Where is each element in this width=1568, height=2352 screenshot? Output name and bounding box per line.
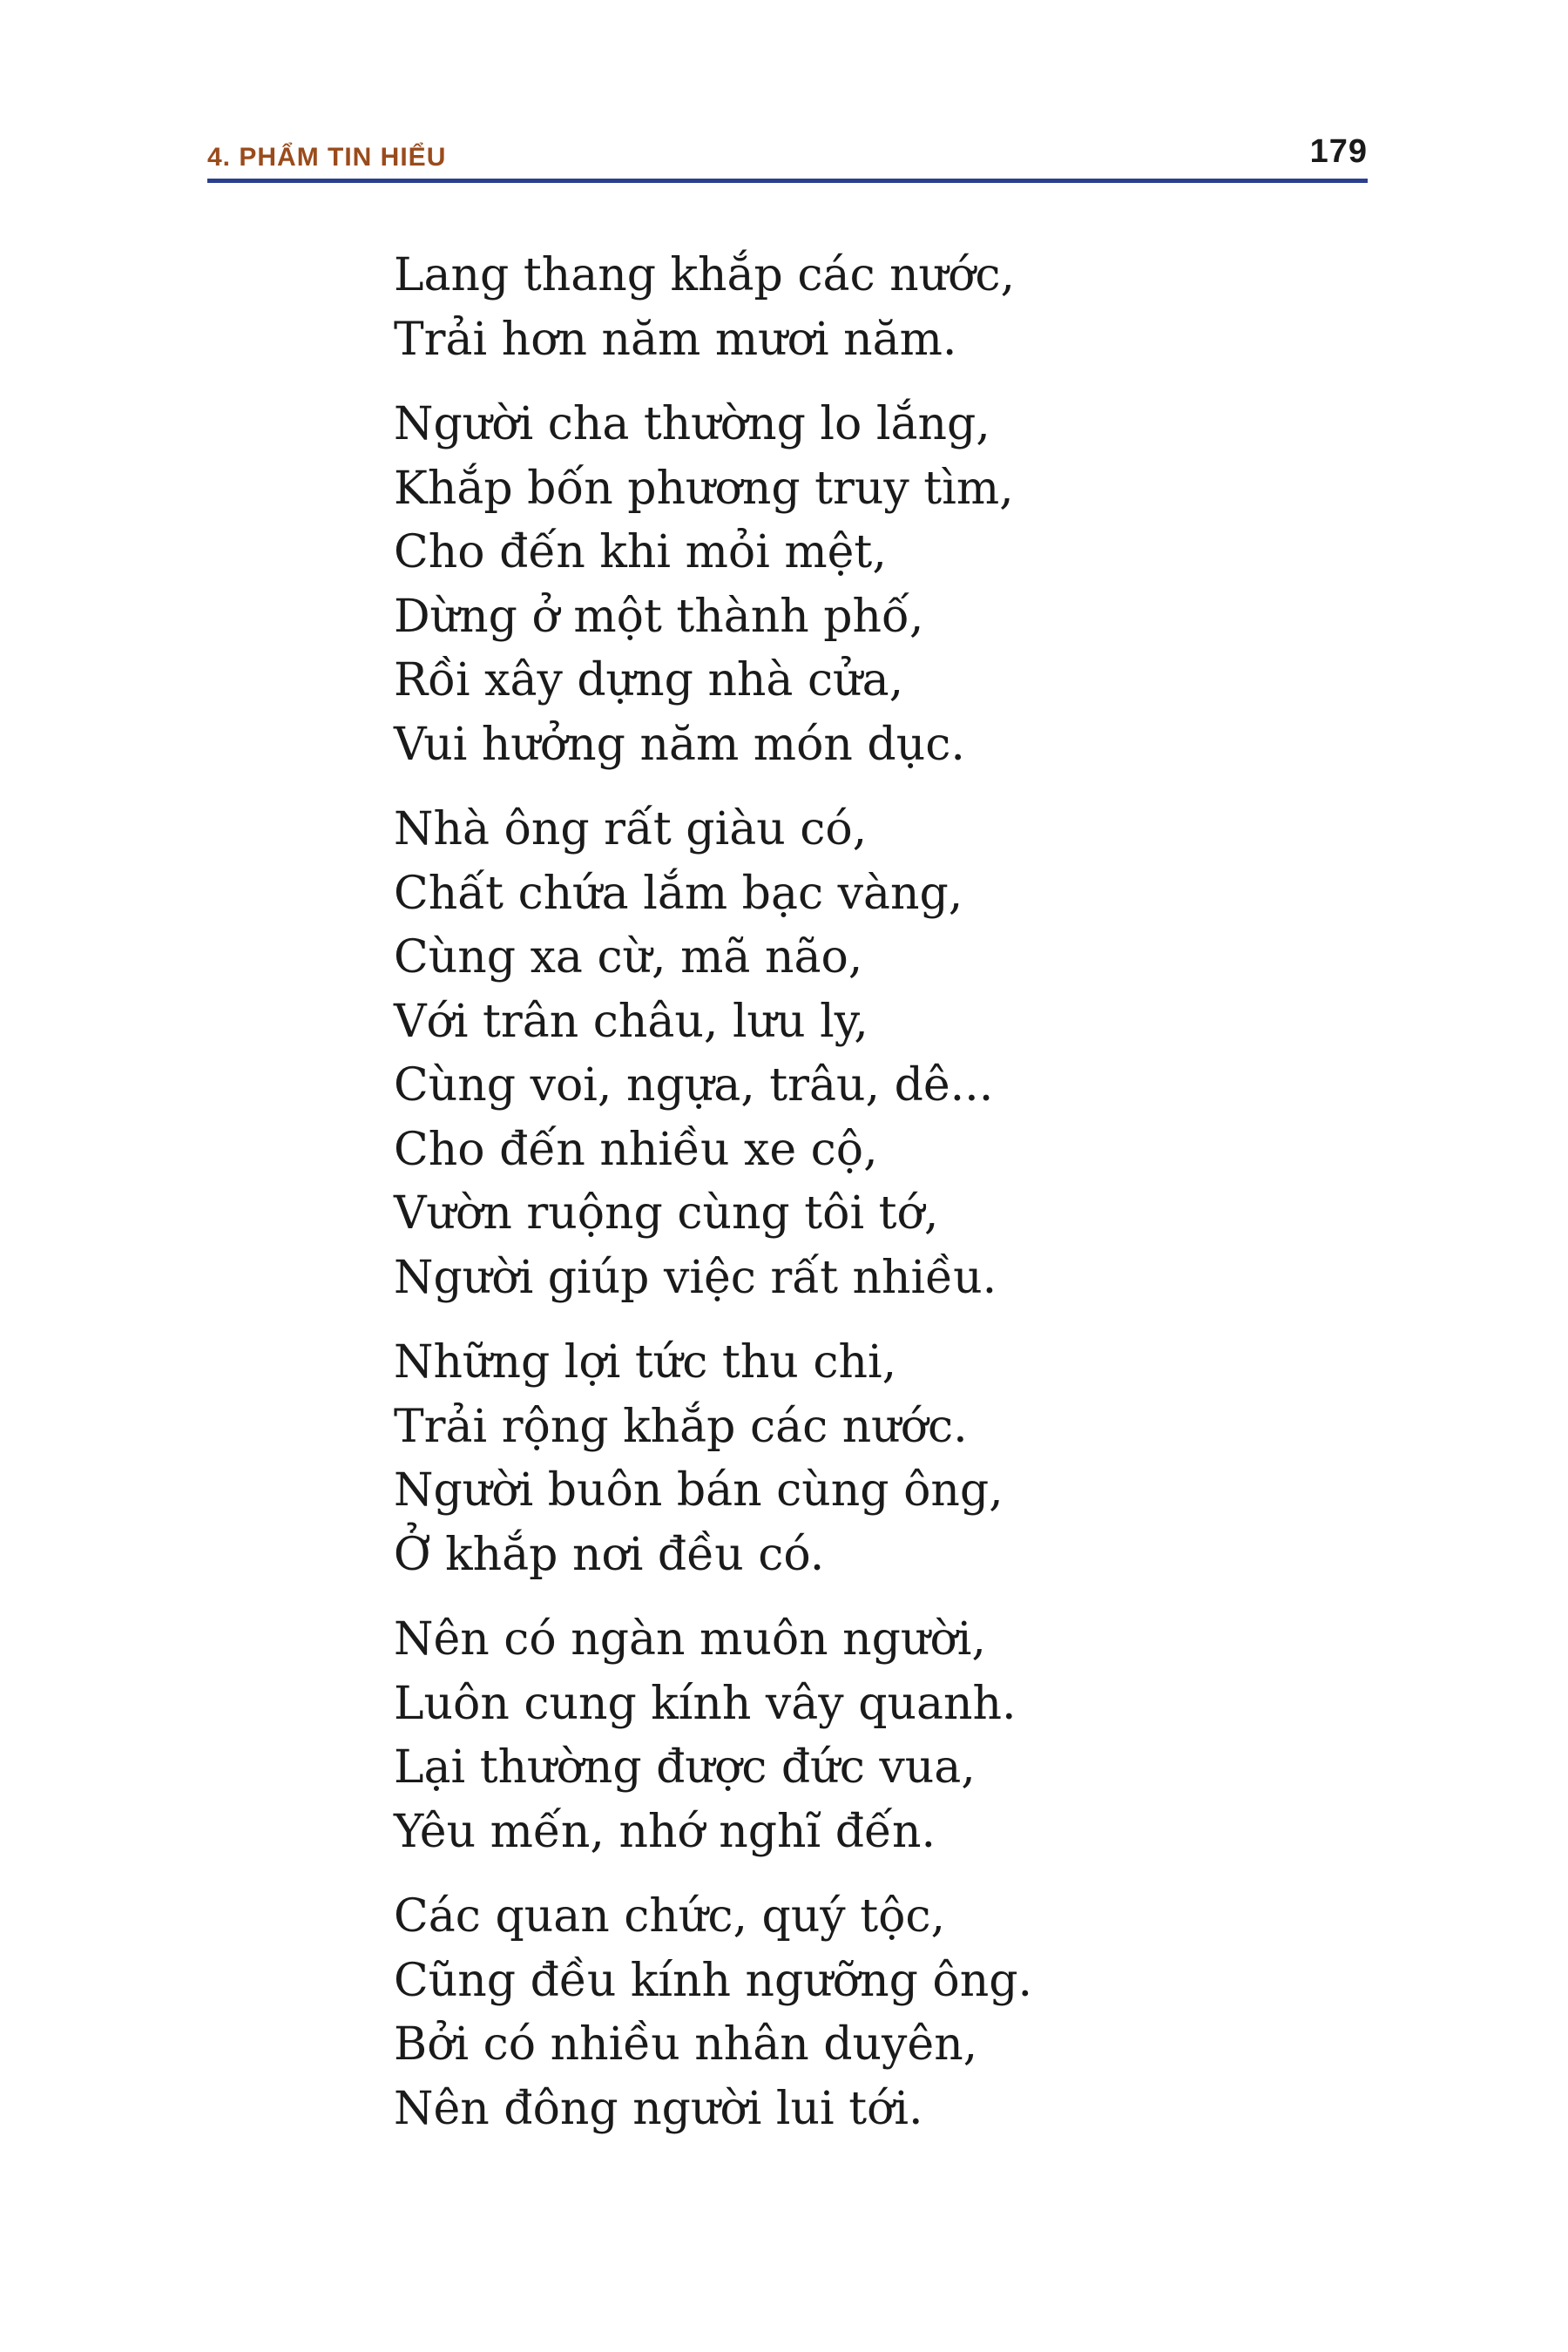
page-number: 179	[1309, 133, 1368, 170]
poem-line: Lại thường được đức vua,	[394, 1741, 976, 1794]
stanza	[394, 1885, 1352, 2141]
poem-line: Dừng ở một thành phố,	[394, 590, 924, 643]
poem-line: Cũng đều kính ngưỡng ông.	[394, 1954, 1033, 2007]
poem-line: Nên có ngàn muôn người,	[394, 1613, 986, 1666]
poem-line: Người buôn bán cùng ông,	[394, 1464, 1004, 1517]
poem-line: Bởi có nhiều nhân duyên,	[394, 2018, 978, 2071]
poem-line: Người giúp việc rất nhiều.	[394, 1251, 997, 1304]
page-header	[207, 122, 1368, 183]
poem-line: Chất chứa lắm bạc vàng,	[394, 867, 963, 920]
poem-line: Nhà ông rất giàu có,	[394, 803, 868, 855]
stanza	[394, 393, 1352, 777]
poem-line: Luôn cung kính vây quanh.	[394, 1677, 1017, 1730]
poem-line: Nên đông người lui tới.	[394, 2082, 923, 2135]
stanza	[394, 244, 1352, 372]
poem-body	[394, 244, 1352, 2162]
poem-line: Ở khắp nơi đều có.	[394, 1528, 825, 1581]
stanza	[394, 1331, 1352, 1587]
poem-line: Vườn ruộng cùng tôi tớ,	[394, 1187, 939, 1240]
chapter-title: 4. PHẨM TIN HIỂU	[207, 143, 447, 172]
poem-line: Yêu mến, nhớ nghĩ đến.	[394, 1805, 936, 1858]
poem-line: Cùng xa cừ, mã não,	[394, 931, 863, 983]
poem-line: Vui hưởng năm món dục.	[394, 718, 965, 771]
header-rule	[207, 179, 1368, 183]
poem-line: Người cha thường lo lắng,	[394, 398, 990, 450]
poem-line: Cho đến nhiều xe cộ,	[394, 1123, 878, 1176]
stanza	[394, 1608, 1352, 1864]
poem-line: Cho đến khi mỏi mệt,	[394, 526, 887, 578]
poem-line: Cùng voi, ngựa, trâu, dê...	[394, 1059, 994, 1112]
poem-line: Lang thang khắp các nước,	[394, 249, 1016, 301]
poem-line: Trải hơn năm mươi năm.	[394, 313, 957, 366]
poem-line: Các quan chức, quý tộc,	[394, 1890, 946, 1943]
poem-line: Những lợi tức thu chi,	[394, 1336, 897, 1389]
poem-line: Với trân châu, lưu ly,	[394, 995, 868, 1048]
poem-line: Rồi xây dựng nhà cửa,	[394, 654, 904, 706]
poem-line: Trải rộng khắp các nước.	[394, 1400, 968, 1453]
poem-line: Khắp bốn phương truy tìm,	[394, 462, 1014, 515]
stanza	[394, 798, 1352, 1310]
